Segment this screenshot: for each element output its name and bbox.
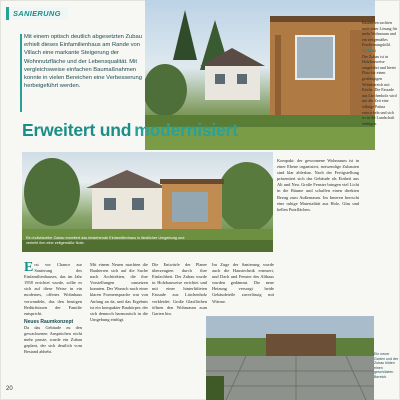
headline-part2: modernisiert bbox=[134, 120, 238, 140]
column-1-text-2: Da das Gebäude zu den gewachsenen Ansprüchen nicht mehr passte, wurde ein Zubau geplant, der sich deutlich vom Bestand abhebt. bbox=[24, 324, 82, 355]
body-column-4: Im Zuge der Sanierung wurde auch die Haustechnik erneuert, und Dach und Fenster des Altbaus wurden gedämmt. Die neue Heizung versorgt beide Gebäudeteile zuverlässig mit Wärme. bbox=[212, 262, 274, 304]
terrace-caption: Ein neuer Garten und der Zubau bilden einen geschützten Bereich. bbox=[374, 352, 399, 379]
page-number: 20 bbox=[6, 386, 13, 392]
far-right-text-2: Der Zubau ist in Holzbauweise ausgeführt und bietet Platz für einen großzügigen Wohnbereich mit Küche. Die Fassade aus Lärchenholz wird mit der Zeit eine silbrige Patina entwickeln und sich so in die Landschaft einfügen. bbox=[362, 53, 397, 126]
right-column: Kompakt: der gewonnene Wohnraum ist in einer Ebene organisiert, notwendige Zubauten sind klar ablesbar. Nach der Fertigstellung präsentiert sich das Gebäude als Einheit aus Alt und Neu. Große Fenster bringen viel Licht in die Räume und schaffen einen direkten Bezug zum Außenraum. Im Inneren herrscht eine ruhige Materialität aus Holz, Glas und hellen Putzflächen. bbox=[277, 158, 359, 212]
far-right-column bbox=[362, 20, 398, 310]
headline bbox=[22, 120, 238, 141]
drop-cap: E bbox=[24, 260, 34, 275]
far-right-text-1: Bauherren suchten nach einer Lösung für mehr Wohnraum und ein zeitgemäßes Erscheinungsbild. bbox=[362, 20, 398, 48]
body-column-1 bbox=[24, 262, 82, 355]
subheading: Neues Raumkonzept bbox=[24, 318, 74, 325]
column-1-text: rst vor Chance zur Sanierung des Einfamilienhauses, das im Jahr 1958 errichtet wurde, sollte es sich auf diese Weise in ein modernes, offenes Wohnhaus verwandeln, das den heutigen Bedürfnissen der Familie entspricht. bbox=[24, 262, 82, 316]
body-column-2: Mit einem Neuen machten die Bauherren sich auf die Suche nach Architekten, die ihre Vorstellungen umsetzen konnten. Der Wunsch nach einer klaren Formensprache war von Anfang an da, und das Ergebnis ist ein kompakter Baukörper, der sich dennoch harmonisch in die Umgebung einfügt. bbox=[90, 262, 148, 322]
section-label: SANIERUNG bbox=[6, 7, 68, 20]
body-column-3: Die Entwürfe der Planer überzeugten durch ihre Einfachheit. Der Zubau wurde in Holzbauweise errichtet und mit einer hinterlüfteten Fassade aus Lärchenholz verkleidet. Große Glasflächen öffnen den Wohnraum zum Garten hin. bbox=[152, 262, 207, 316]
headline-part1: Erweitert und bbox=[22, 120, 132, 140]
lead-paragraph: Mit einem optisch deutlich abgesetzten Zubau erhielt dieses Einfamilienhaus am Rande von Villach eine markante Steigerung der Wohnnutzfläche und der Lebensqualität. Mit vergleichsweise einfachen Baumaßnahmen konnte in vielen Bereichen eine Verbesserung herbeigeführt werden. bbox=[24, 34, 142, 90]
lead-accent-bar bbox=[20, 34, 22, 112]
photo-caption: Ein individueller Zubau erweitert das bestehende Einfamilienhaus in ländlicher Umgebung und verleiht ihm eine zeitgemäße Note. bbox=[26, 236, 185, 245]
terrace-photo bbox=[206, 316, 374, 400]
far-right-subhead: Zubau bbox=[362, 47, 376, 53]
